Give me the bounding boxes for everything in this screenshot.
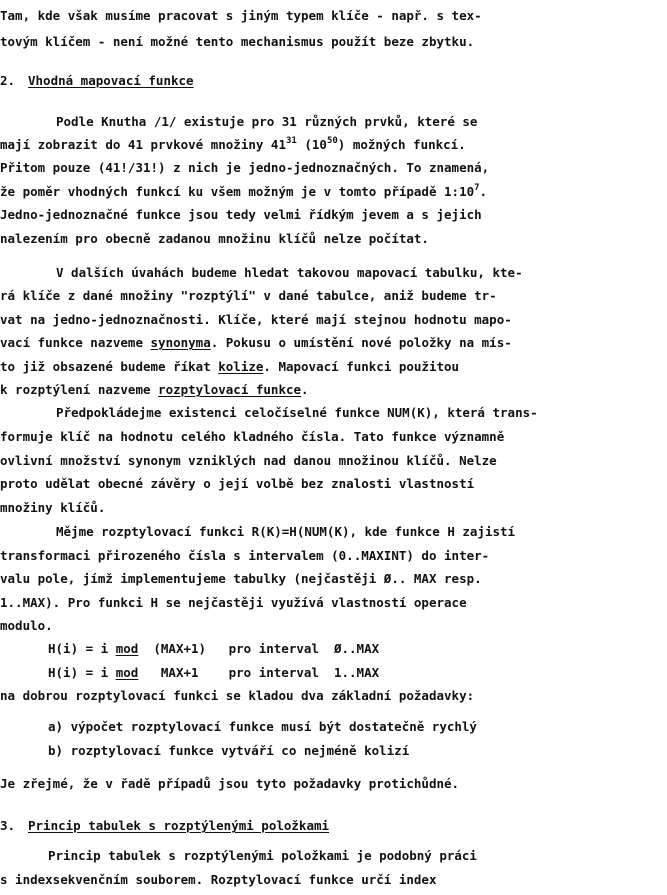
line-text: s indexsekvenčním souborem. Rozptylovací funkce určí index: [0, 872, 437, 887]
underlined-term: synonyma: [150, 335, 211, 350]
text-line: [48, 848, 477, 864]
line-text: V dalších úvahách budeme hledat takovou mapovací tabulku, kte-: [56, 265, 523, 280]
line-text: Předpokládejme existenci celočíselné funkce NUM(K), která trans-: [56, 405, 538, 420]
line-text: vat na jedno-jednoznačnosti. Klíče, které mají stejnou hodnotu mapo-: [0, 312, 512, 327]
text-line: [0, 476, 474, 492]
line-text-tail: .: [301, 382, 309, 397]
text-line: [0, 335, 512, 351]
superscript: 7: [474, 182, 480, 193]
line-text: Princip tabulek s rozptýlenými položkami: [28, 818, 330, 833]
text-line: [0, 818, 23, 834]
line-text: rá klíče z dané množiny "rozptýlí" v dané tabulce, aniž budeme tr-: [0, 288, 497, 303]
underlined-term: kolize: [218, 359, 264, 374]
underlined-term: mod: [115, 665, 139, 680]
text-line: [0, 207, 482, 223]
text-line: [0, 8, 482, 24]
text-line: [56, 405, 538, 421]
line-text: transformaci přirozeného čísla s intervalem (0..MAXINT) do inter-: [0, 548, 490, 563]
text-line: [0, 160, 489, 176]
line-text-mid: (10: [296, 137, 327, 152]
line-text: Mějme rozptylovací funkci R(K)=H(NUM(K), kde funkce H zajistí: [56, 524, 516, 539]
line-text: b) rozptylovací funkce vytváří co nejméně kolizí: [48, 743, 410, 758]
text-line: [0, 453, 497, 469]
underlined-term: rozptylovací funkce: [158, 382, 302, 397]
superscript: 31: [285, 135, 297, 146]
text-line: [0, 359, 459, 375]
text-line: [56, 265, 523, 281]
text-line: [0, 872, 437, 888]
line-text: že poměr vhodných funkcí ku všem možným je v tomto případě 1:10: [0, 184, 475, 199]
text-line: [0, 382, 309, 398]
line-text-tail: (MAX+1) pro interval Ø..MAX: [138, 641, 380, 656]
line-text: 2.: [0, 73, 23, 88]
text-line: [0, 137, 466, 153]
text-line: [0, 231, 429, 247]
text-line: [0, 618, 53, 634]
line-text: na dobrou rozptylovací funkci se kladou dva základní požadavky:: [0, 688, 475, 703]
line-text: Jedno-jednoznačné funkce jsou tedy velmi řídkým jevem a s jejich: [0, 207, 482, 222]
superscript: 50: [326, 135, 338, 146]
text-line: [0, 548, 489, 564]
line-text-tail: . Pokusu o umístění nové položky na mís-: [210, 335, 512, 350]
text-line: [0, 500, 105, 516]
text-line: [48, 743, 409, 759]
line-text: a) výpočet rozptylovací funkce musí být dostatečně rychlý: [48, 719, 477, 734]
line-text: H(i) = i: [48, 665, 116, 680]
section-heading: [28, 73, 194, 89]
line-text: Podle Knutha /1/ existuje pro 31 různých prvků, které se: [56, 114, 478, 129]
text-line: [0, 571, 482, 587]
line-text: k rozptýlení nazveme: [0, 382, 159, 397]
line-text-tail: . Mapovací funkci použitou: [263, 359, 460, 374]
line-text: mají zobrazit do 41 prvkové množiny 41: [0, 137, 286, 152]
text-line: [0, 34, 474, 50]
text-line: [0, 184, 487, 200]
line-text: 1..MAX). Pro funkci H se nejčastěji využívá vlastností operace: [0, 595, 467, 610]
text-line: [48, 641, 379, 657]
line-text: Je zřejmé, že v řadě případů jsou tyto požadavky protichůdné.: [0, 776, 460, 791]
line-text: Princip tabulek s rozptýlenými položkami je podobný práci: [48, 848, 477, 863]
line-text: ovlivní množství synonym vzniklých nad danou množinou klíčů. Nelze: [0, 453, 497, 468]
text-line: [0, 312, 512, 328]
underlined-term: mod: [115, 641, 139, 656]
line-text-tail: ) možných funkcí.: [337, 137, 466, 152]
line-text: modulo.: [0, 618, 53, 633]
text-line: [0, 688, 474, 704]
line-text-tail: MAX+1 pro interval 1..MAX: [138, 665, 380, 680]
line-text: H(i) = i: [48, 641, 116, 656]
line-text-tail: .: [479, 184, 488, 199]
line-text: proto udělat obecné závěry o její volbě bez znalosti vlastností: [0, 476, 475, 491]
line-text: množiny klíčů.: [0, 500, 106, 515]
text-line: [56, 524, 515, 540]
line-text: to již obsazené budeme říkat: [0, 359, 219, 374]
text-line: [0, 429, 504, 445]
line-text: 3.: [0, 818, 23, 833]
text-line: [48, 719, 477, 735]
line-text: nalezením pro obecně zadanou množinu klíčů nelze počítat.: [0, 231, 429, 246]
text-line: [0, 776, 459, 792]
line-text: Tam, kde však musíme pracovat s jiným typem klíče - např. s tex-: [0, 8, 482, 23]
text-line: [0, 595, 467, 611]
line-text: vací funkce nazveme: [0, 335, 151, 350]
text-line: [56, 114, 477, 130]
text-line: [48, 665, 379, 681]
line-text: Přitom pouze (41!/31!) z nich je jedno-jednoznačných. To znamená,: [0, 160, 490, 175]
text-line: [0, 288, 497, 304]
line-text: valu pole, jímž implementujeme tabulky (nejčastěji Ø.. MAX resp.: [0, 571, 482, 586]
line-text: Vhodná mapovací funkce: [28, 73, 194, 88]
line-text: tovým klíčem - není možné tento mechanismus použít beze zbytku.: [0, 34, 475, 49]
text-line: [0, 73, 23, 89]
line-text: formuje klíč na hodnotu celého kladného čísla. Tato funkce významně: [0, 429, 505, 444]
section-heading: [28, 818, 329, 834]
